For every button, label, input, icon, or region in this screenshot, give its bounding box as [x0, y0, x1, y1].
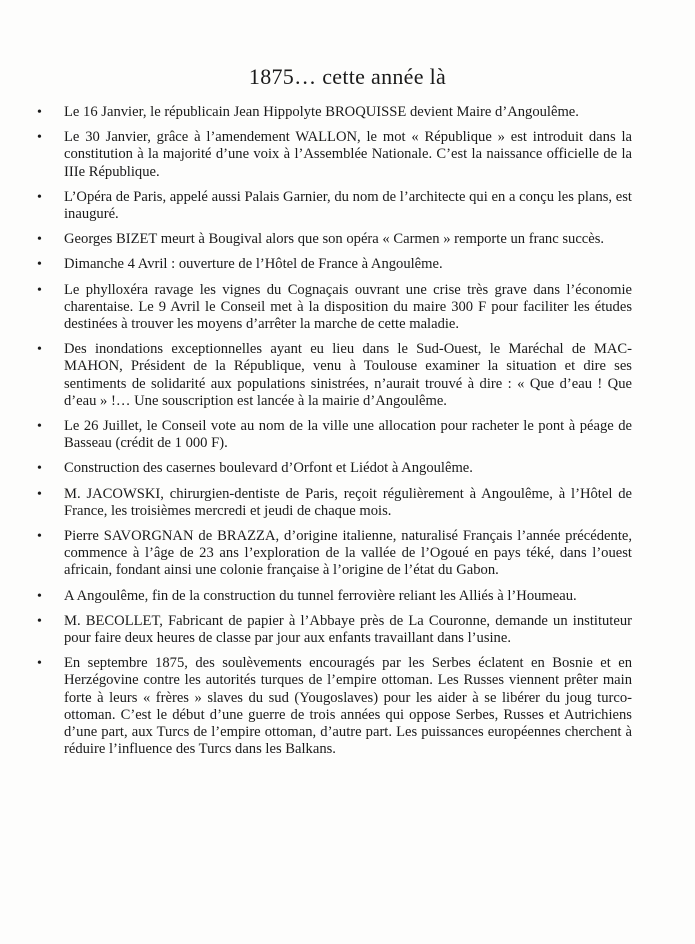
- list-item: [37, 587, 632, 605]
- bullet-icon: •: [37, 282, 42, 298]
- page-title: 1875… cette année là: [248, 64, 447, 89]
- bullet-icon: •: [37, 486, 42, 502]
- list-item: [37, 129, 632, 181]
- list-item: [37, 418, 632, 452]
- list-item: [37, 655, 632, 758]
- bullet-icon: •: [37, 257, 42, 273]
- list-item-text: A Angoulême, fin de la construction du tunnel ferrovière reliant les Alliés à l’Houmeau.: [64, 587, 577, 604]
- list-item: [37, 281, 632, 334]
- list-item-text: En septembre 1875, des soulèvements encouragés par les Serbes éclatent en Bosnie et en Herzégovine contre les autorités turques de l’empire ottoman. Les Russes viennent prêter main forte à leurs « frères » slaves du sud (Yougoslaves) pour les aider à se libérer du joug turco-ottoman. C’est le début d’une guerre de trois années qui oppose Serbes, Russes et Autrichiens d’une part, aux Turcs de l’empire ottoman, d’autre part. Les puissances européennes cherchent à réduire l’influence des Turcs dans les Balkans.: [64, 655, 632, 758]
- list-item: [37, 460, 632, 477]
- list-item-text: M. BECOLLET, Fabricant de papier à l’Abbaye près de La Couronne, demande un instituteur pour faire deux heures de classe par jour aux enfants travaillant dans l’usine.: [64, 612, 632, 647]
- bullet-icon: •: [37, 613, 42, 629]
- list-item-text: Des inondations exceptionnelles ayant eu lieu dans le Sud-Ouest, le Maréchal de MAC-MAHON, Président de la République, venu à Toulouse examiner la situation et dire ses sentiments de solidarité aux populations sinistrées, n’aurait trouvé à dire : « Que d’eau ! Que d’eau » !… Une souscription est lancée à la mairie d’Angoulême.: [64, 341, 632, 409]
- list-item: [37, 256, 632, 273]
- list-item: [37, 528, 632, 580]
- list-item: [37, 485, 632, 520]
- bullet-icon: •: [37, 529, 42, 545]
- list-item: [37, 341, 632, 410]
- bullet-icon: •: [37, 232, 42, 248]
- event-list: [37, 104, 632, 767]
- list-item-text: L’Opéra de Paris, appelé aussi Palais Garnier, du nom de l’architecte qui en a conçu les plans, est inauguré.: [64, 188, 632, 223]
- bullet-icon: •: [37, 105, 42, 120]
- list-item: [37, 188, 632, 223]
- list-item-text: Le 30 Janvier, grâce à l’amendement WALLON, le mot « République » est introduit dans la constitution à la majorité d’une voix à l’Assemblée Nationale. C’est la naissance officielle de la IIIe République.: [64, 129, 632, 180]
- list-item: [37, 612, 632, 647]
- bullet-icon: •: [37, 656, 42, 672]
- bullet-icon: •: [37, 342, 42, 358]
- bullet-icon: •: [37, 189, 42, 205]
- list-item: [37, 104, 632, 121]
- bullet-icon: •: [37, 461, 42, 477]
- list-item-text: Le phylloxéra ravage les vignes du Cognaçais ouvrant une crise très grave dans l’économie charentaise. Le 9 Avril le Conseil met à la disposition du maire 300 F pour faciliter les études destinées à trouver les moyens d’arrêter la marche de cette maladie.: [64, 281, 632, 333]
- list-item: [37, 231, 632, 248]
- list-item-text: M. JACOWSKI, chirurgien-dentiste de Paris, reçoit régulièrement à Angoulême, à l’Hôtel de France, les troisièmes mercredi et jeudi de chaque mois.: [64, 485, 632, 519]
- list-item-text: Le 16 Janvier, le républicain Jean Hippolyte BROQUISSE devient Maire d’Angoulême.: [64, 104, 579, 120]
- list-item-text: Construction des casernes boulevard d’Orfont et Liédot à Angoulême.: [64, 460, 473, 477]
- list-item-text: Le 26 Juillet, le Conseil vote au nom de la ville une allocation pour racheter le pont à péage de Basseau (crédit de 1 000 F).: [64, 418, 632, 452]
- list-item-text: Dimanche 4 Avril : ouverture de l’Hôtel de France à Angoulême.: [64, 256, 443, 273]
- bullet-icon: •: [37, 130, 42, 146]
- bullet-icon: •: [37, 588, 42, 604]
- list-item-text: Pierre SAVORGNAN de BRAZZA, d’origine italienne, naturalisé Français l’année précédente, commence à l’âge de 23 ans l’exploration de la vallée de l’Ogoué en pays téké, dans l’ouest africain, fondant ainsi une colonie française à l’origine de l’état du Gabon.: [64, 528, 632, 579]
- bullet-icon: •: [37, 419, 42, 435]
- list-item-text: Georges BIZET meurt à Bougival alors que son opéra « Carmen » remporte un franc succès.: [64, 231, 605, 248]
